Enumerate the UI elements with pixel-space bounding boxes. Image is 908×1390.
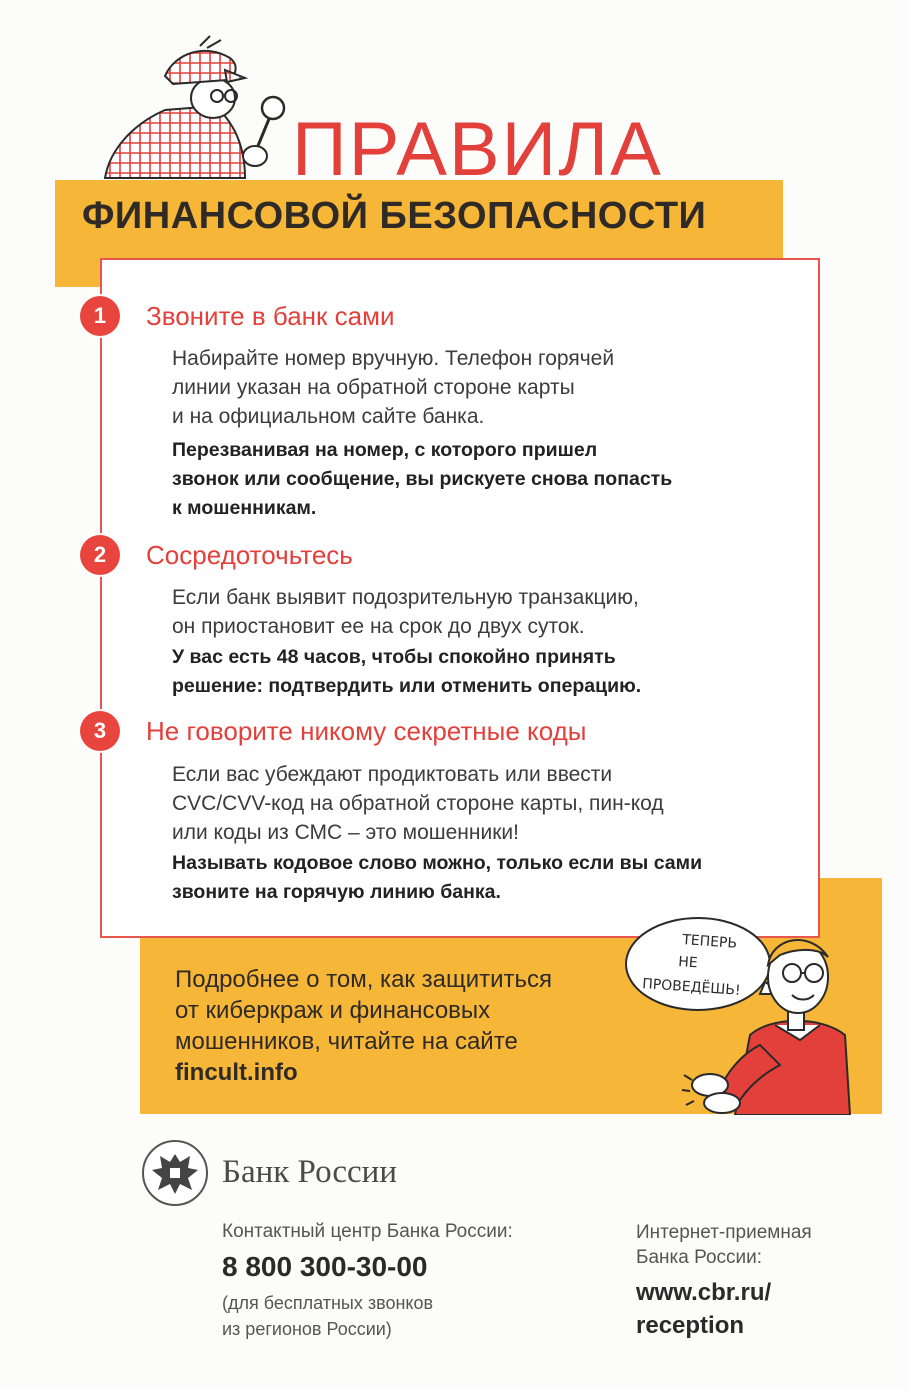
phone-note: (для бесплатных звонков из регионов России) (222, 1293, 434, 1339)
reception-link[interactable]: www.cbr.ru/ reception (636, 1279, 772, 1339)
page-subtitle: ФИНАНСОВОЙ БЕЗОПАСНОСТИ (82, 195, 707, 237)
contact-phone[interactable]: 8 800 300-30-00 (222, 1251, 428, 1282)
rule-text-3: Если вас убеждают продиктовать или ввести CVC/CVV-код на обратной стороне карты, пин-код или коды из СМС – это мошенники! (172, 763, 664, 844)
reception-label: Интернет-приемная Банка России: (636, 1222, 812, 1268)
rule-number-3: 3 (80, 711, 120, 751)
double-headed-eagle-emblem (140, 1138, 210, 1208)
rule-number-2: 2 (80, 535, 120, 575)
bubble-line-3: ПРОВЕДЁШЬ! (641, 976, 742, 999)
bank-name: Банк России (222, 1154, 398, 1190)
bubble-line-1: ТЕПЕРЬ (681, 932, 738, 952)
rule-heading-3: Не говорите никому секретные коды (146, 716, 587, 746)
detective-illustration (95, 28, 295, 188)
info-text: Подробнее о том, как защититься от киберкраж и финансовых мошенников, читайте на сайте fincult.info (175, 966, 552, 1086)
contact-center-label: Контактный центр Банка России: (222, 1221, 513, 1242)
rule-text-1: Набирайте номер вручную. Телефон горячей линии указан на обратной стороне карты и на официальном сайте банка. (172, 347, 615, 428)
rule-heading-1: Звоните в банк сами (146, 301, 395, 331)
rule-heading-2: Сосредоточьтесь (146, 540, 353, 570)
rule-warning-2: У вас есть 48 часов, чтобы спокойно принять решение: подтвердить или отменить операцию. (172, 646, 642, 697)
page-title: ПРАВИЛА (292, 107, 663, 192)
man-illustration (677, 925, 855, 1115)
rule-text-2: Если банк выявит подозрительную транзакцию, он приостановит ее на срок до двух суток. (172, 586, 639, 638)
bubble-line-2: НЕ (677, 954, 699, 972)
fincult-link[interactable]: fincult.info (175, 1059, 298, 1086)
rule-number-1: 1 (80, 296, 120, 336)
rule-warning-3: Называть кодовое слово можно, только если вы сами звоните на горячую линию банка. (172, 852, 703, 903)
rule-warning-1: Перезванивая на номер, с которого пришел звонок или сообщение, вы рискуете снова попасть к мошенникам. (172, 439, 673, 519)
